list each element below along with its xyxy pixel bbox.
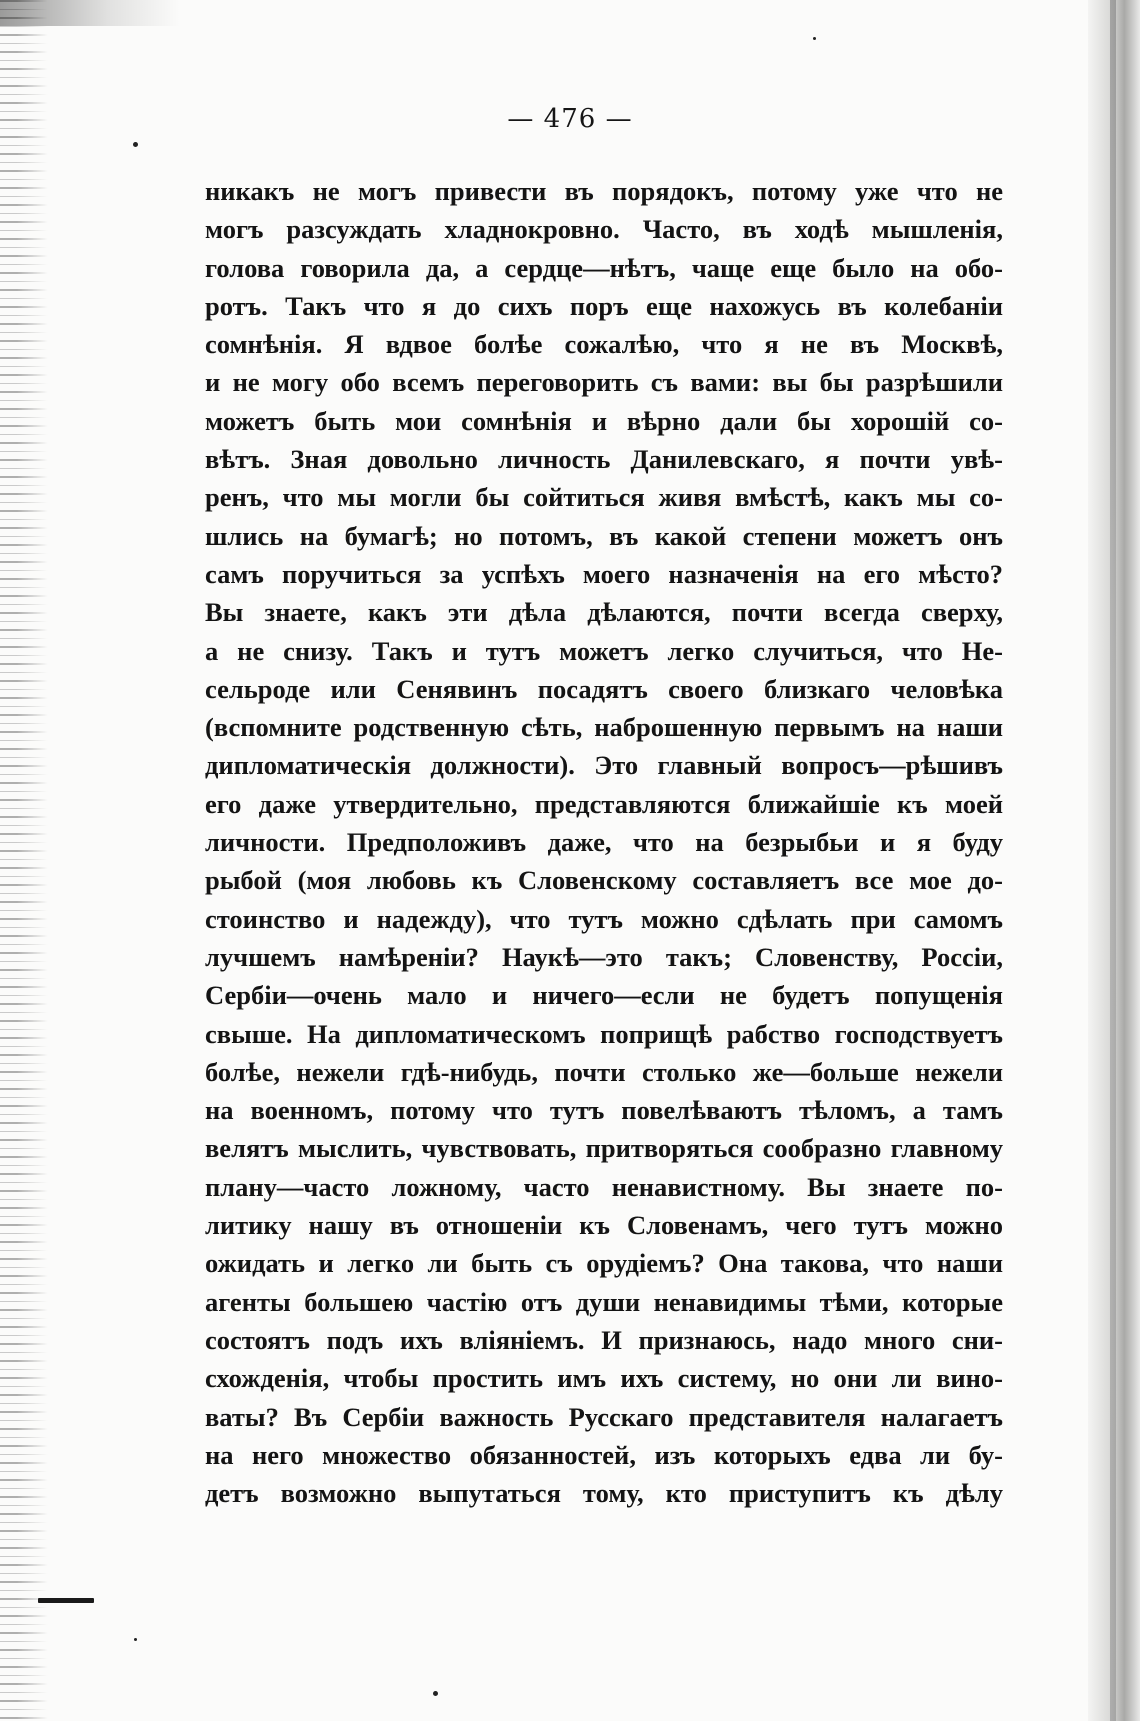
text-line: сельроде или Сенявинъ посадятъ своего близкаго человѣка [205, 673, 1003, 704]
text-line: агенты большею частію отъ души ненавидимы тѣми, которые [205, 1286, 1003, 1317]
text-line: велятъ мыслить, чувствовать, притворяться сообразно главному [205, 1133, 1003, 1164]
text-line: свыше. На дипломатическомъ поприщѣ рабство господствуетъ [205, 1018, 1003, 1049]
text-line: ваты? Въ Сербіи важность Русскаго представителя налагаетъ [205, 1401, 1003, 1432]
binding-gutter [0, 0, 48, 1721]
text-line: рыбой (моя любовь къ Словенскому составляетъ все мое до- [205, 865, 1003, 896]
scan-artifact-top [0, 0, 180, 26]
text-line: литику нашу въ отношеніи къ Словенамъ, чего тутъ можно [205, 1210, 1003, 1241]
scan-speck [134, 1638, 137, 1641]
text-line: стоинство и надежду), что тутъ можно сдѣлать при самомъ [205, 903, 1003, 934]
scan-speck [133, 142, 138, 147]
scan-speck [433, 1691, 438, 1696]
text-line: ожидать и легко ли быть съ орудіемъ? Она такова, что наши [205, 1248, 1003, 1279]
text-line: шлись на бумагѣ; но потомъ, въ какой степени можетъ онъ [205, 520, 1003, 551]
text-line: дипломатическія должности). Это главный вопросъ—рѣшивъ [205, 750, 1003, 781]
text-line: сомнѣнія. Я вдвое болѣе сожалѣю, что я не въ Москвѣ, [205, 329, 1003, 360]
text-line: (вспомните родственную сѣть, наброшенную первымъ на наши [205, 712, 1003, 743]
text-line: вѣтъ. Зная довольно личность Данилевскаго, я почти увѣ- [205, 444, 1003, 475]
scan-artifact-bottom [38, 1598, 94, 1603]
text-line: ренъ, что мы могли бы сойтиться живя вмѣстѣ, какъ мы со- [205, 482, 1003, 513]
text-line: лучшемъ намѣреніи? Наукѣ—это такъ; Словенству, Россіи, [205, 941, 1003, 972]
text-line: детъ возможно выпутаться тому, кто приступитъ къ дѣлу [205, 1478, 1003, 1509]
text-line: и не могу обо всемъ переговорить съ вами: вы бы разрѣшили [205, 367, 1003, 398]
text-line: самъ поручиться за успѣхъ моего назначенія на его мѣсто? [205, 558, 1003, 589]
text-line: на него множество обязанностей, изъ которыхъ едва ли бу- [205, 1439, 1003, 1470]
page-edge-shadow [1088, 0, 1140, 1721]
text-line: на военномъ, потому что тутъ повелѣваютъ тѣломъ, а тамъ [205, 1095, 1003, 1126]
text-line: плану—часто ложному, часто ненавистному. Вы знаете по- [205, 1171, 1003, 1202]
text-line: Вы знаете, какъ эти дѣла дѣлаются, почти всегда сверху, [205, 597, 1003, 628]
text-line: голова говорила да, а сердце—нѣтъ, чаще еще было на обо- [205, 252, 1003, 283]
body-text [205, 172, 1003, 1512]
text-line: его даже утвердительно, представляются ближайшіе къ моей [205, 788, 1003, 819]
text-line: а не снизу. Такъ и тутъ можетъ легко случиться, что Не- [205, 635, 1003, 666]
text-line: состоятъ подъ ихъ вліяніемъ. И признаюсь, надо много сни- [205, 1324, 1003, 1355]
page-number: — 476 — [507, 104, 633, 134]
text-line: ротъ. Такъ что я до сихъ поръ еще нахожусь въ колебаніи [205, 290, 1003, 321]
text-line: схожденія, чтобы простить имъ ихъ систему, но они ли вино- [205, 1363, 1003, 1394]
text-line: можетъ быть мои сомнѣнія и вѣрно дали бы хорошій со- [205, 405, 1003, 436]
text-line: болѣе, нежели гдѣ-нибудь, почти столько же—больше нежели [205, 1056, 1003, 1087]
text-line: никакъ не могъ привести въ порядокъ, потому уже что не [205, 176, 1003, 206]
text-line: могъ разсуждать хладнокровно. Часто, въ ходѣ мышленія, [205, 214, 1003, 245]
scan-speck [813, 37, 816, 40]
text-line: личности. Предположивъ даже, что на безрыбьи и я буду [205, 827, 1003, 858]
text-line: Сербіи—очень мало и ничего—если не будетъ попущенія [205, 980, 1003, 1011]
